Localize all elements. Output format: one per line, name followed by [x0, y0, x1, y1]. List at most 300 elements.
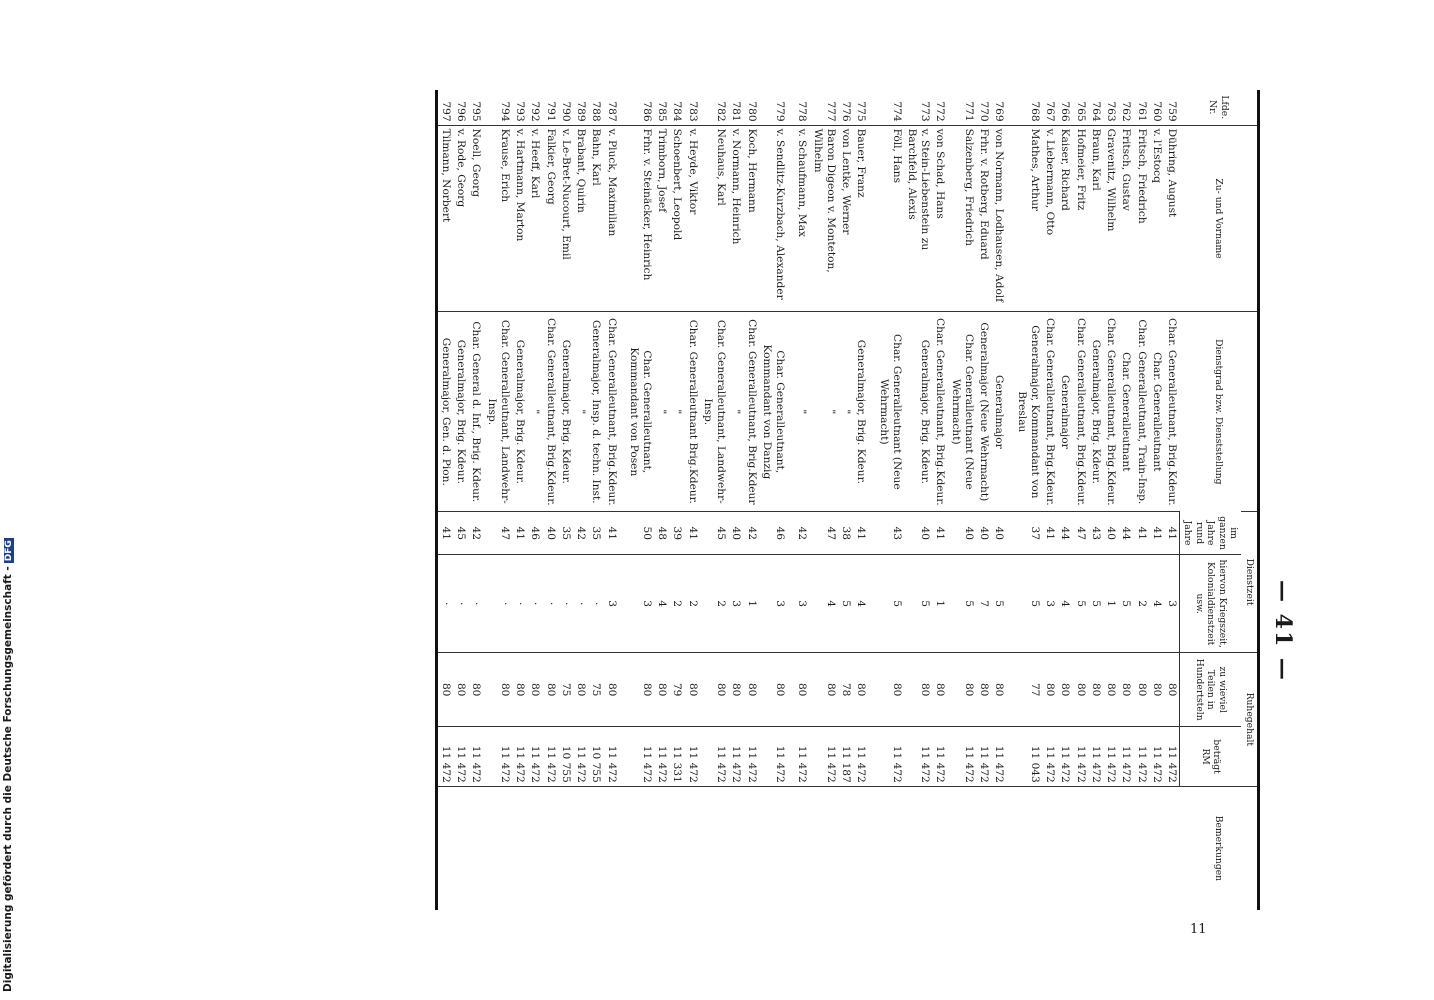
table-row — [728, 90, 743, 910]
row-service-war: 3 — [759, 555, 787, 653]
row-service-war: 4 — [1057, 555, 1072, 653]
table-row — [588, 90, 603, 910]
row-service-total: 40 — [991, 512, 1006, 555]
row-rank: " — [654, 312, 669, 512]
header-pension-group: Ruhegehalt — [1242, 652, 1259, 786]
spacer-cell — [787, 312, 794, 512]
row-amount: 11 472 — [468, 727, 483, 786]
row-service-war: 4 — [809, 555, 837, 653]
row-number: 787 — [605, 101, 618, 122]
row-percent: 80 — [759, 652, 787, 726]
row-name: Fritsch, Gustav — [1118, 125, 1133, 312]
table-row — [453, 90, 468, 910]
row-number: 797 — [436, 90, 453, 125]
row-number: 792 — [529, 101, 542, 122]
spacer-cell — [619, 90, 626, 125]
row-percent: 80 — [904, 652, 932, 726]
row-name: v. Liebermann, Otto — [1042, 125, 1057, 312]
row-rank: Char. Generalleutnant, Landwehr-Insp. — [483, 312, 511, 512]
row-number: 778 — [796, 101, 809, 122]
row-remarks — [947, 786, 975, 910]
row-service-total: 41 — [436, 512, 453, 555]
row-remarks — [436, 786, 453, 910]
row-service-total: 43 — [1088, 512, 1103, 555]
row-rank: Char. Generalleutnant, Brig.Kdeur. — [542, 312, 557, 512]
row-amount: 11 472 — [932, 727, 947, 786]
row-name: v. l'Estocq — [1149, 125, 1164, 312]
row-service-total: 45 — [700, 512, 728, 555]
row-remarks — [483, 786, 511, 910]
row-amount: 11 043 — [1013, 727, 1041, 786]
row-service-total: 41 — [1164, 512, 1180, 555]
table-row — [669, 90, 684, 910]
row-service-total: 46 — [527, 512, 542, 555]
header-remarks: Bemerkungen — [1180, 786, 1259, 910]
row-service-total: 41 — [932, 512, 947, 555]
row-amount: 11 472 — [1057, 727, 1072, 786]
row-service-war: 3 — [1042, 555, 1057, 653]
row-name: Baron Digeon v. Monteton, Wilhelm — [809, 125, 837, 312]
row-percent: 75 — [588, 652, 603, 726]
row-number: 794 — [498, 101, 511, 122]
row-percent: 75 — [558, 652, 573, 726]
row-amount: 11 472 — [453, 727, 468, 786]
row-number: 768 — [1028, 101, 1041, 122]
row-spacer — [787, 90, 794, 910]
row-number: 767 — [1044, 101, 1057, 122]
row-number: 789 — [575, 101, 588, 122]
row-service-war: 5 — [1013, 555, 1041, 653]
spacer-cell — [619, 786, 626, 910]
row-remarks — [743, 786, 758, 910]
row-rank: " — [838, 312, 853, 512]
row-number: 775 — [855, 101, 868, 122]
row-service-total: 44 — [1057, 512, 1072, 555]
row-percent: 78 — [838, 652, 853, 726]
row-percent: 80 — [603, 652, 618, 726]
row-percent: 80 — [1088, 652, 1103, 726]
row-service-war: 7 — [976, 555, 991, 653]
row-rank: " — [669, 312, 684, 512]
row-service-war: 1 — [932, 555, 947, 653]
spacer-cell — [868, 90, 875, 125]
row-service-total: 40 — [976, 512, 991, 555]
page-number: — 41 — — [1270, 580, 1296, 682]
row-name: Kaiser, Richard — [1057, 125, 1072, 312]
row-percent: 79 — [669, 652, 684, 726]
row-amount: 11 472 — [1118, 727, 1133, 786]
row-amount: 11 472 — [904, 727, 932, 786]
row-amount: 11 472 — [875, 727, 903, 786]
row-percent: 80 — [794, 652, 809, 726]
row-service-total: 48 — [654, 512, 669, 555]
row-remarks — [685, 786, 700, 910]
row-number: 764 — [1089, 101, 1102, 122]
table-header — [1180, 90, 1259, 910]
row-number: 782 — [715, 101, 728, 122]
row-rank: Generalmajor, Brig. Kdeur. — [1088, 312, 1103, 512]
row-remarks — [654, 786, 669, 910]
row-remarks — [512, 786, 527, 910]
row-service-war: · — [512, 555, 527, 653]
table-row — [1103, 90, 1118, 910]
row-service-total: 43 — [875, 512, 903, 555]
row-name: v. Stein-Liebenstein zu Barchfeld, Alexis — [904, 125, 932, 312]
row-service-total: 47 — [1072, 512, 1087, 555]
row-amount: 11 472 — [1072, 727, 1087, 786]
row-rank: Char. Generalleutnant, Brig.Kdeur. — [932, 312, 947, 512]
row-remarks — [904, 786, 932, 910]
header-years: Jahre rund Jahre — [1182, 520, 1217, 546]
spacer-cell — [619, 125, 626, 312]
table-row — [991, 90, 1006, 910]
row-rank: Generalmajor (Neue Wehrmacht) — [976, 312, 991, 512]
table-row — [1042, 90, 1057, 910]
row-service-war: 4 — [853, 555, 868, 653]
row-number: 779 — [774, 101, 787, 122]
row-rank: Char. Generalleutnant, Brig.Kdeur. — [1072, 312, 1087, 512]
row-percent: 80 — [1103, 652, 1118, 726]
table-body — [436, 90, 1179, 910]
row-number: 795 — [470, 101, 483, 122]
table-row — [976, 90, 991, 910]
row-remarks — [468, 786, 483, 910]
row-amount: 11 187 — [838, 727, 853, 786]
row-name: Mathes, Arthur — [1013, 125, 1041, 312]
row-name: Koch, Hermann — [743, 125, 758, 312]
row-percent: 80 — [542, 652, 557, 726]
spacer-cell — [1006, 786, 1013, 910]
table-row — [794, 90, 809, 910]
row-rank: Generalmajor, Brig. Kdeur. — [558, 312, 573, 512]
dfg-logo: DFG — [4, 540, 14, 562]
header-total: im ganzen Jahre rund Jahre — [1180, 512, 1242, 555]
row-rank: " — [573, 312, 588, 512]
row-service-war: 3 — [1164, 555, 1180, 653]
row-amount: 10 755 — [558, 727, 573, 786]
row-name: Trimborn, Josef — [654, 125, 669, 312]
table-row — [626, 90, 654, 910]
row-amount: 11 472 — [527, 727, 542, 786]
row-service-war: 4 — [1149, 555, 1164, 653]
row-rank: " — [728, 312, 743, 512]
row-rank: Char. Generalleutnant, Kommandant von Danzig — [759, 312, 787, 512]
row-amount: 11 472 — [626, 727, 654, 786]
row-service-total: 41 — [603, 512, 618, 555]
row-amount: 11 472 — [1042, 727, 1057, 786]
row-number: 765 — [1074, 101, 1087, 122]
row-amount: 11 472 — [991, 727, 1006, 786]
row-number: 777 — [824, 101, 837, 122]
row-service-war: 5 — [904, 555, 932, 653]
row-name: v. Normann, Heinrich — [728, 125, 743, 312]
row-amount: 11 472 — [603, 727, 618, 786]
row-remarks — [991, 786, 1006, 910]
row-name: Gravenitz, Wilhelm — [1103, 125, 1118, 312]
row-rank: Char. Generalleutnant (Neue Wehrmacht) — [875, 312, 903, 512]
row-rank: Char. Generalleutnant Brig.Kdeur. — [685, 312, 700, 512]
row-amount: 10 755 — [588, 727, 603, 786]
table-row — [468, 90, 483, 910]
spacer-cell — [1006, 512, 1013, 555]
footer-number: 11 — [1190, 922, 1207, 937]
row-name: Tilmann, Norbert — [436, 125, 453, 312]
row-rank: Generalmajor, Brig. Kdeur. — [512, 312, 527, 512]
row-remarks — [1057, 786, 1072, 910]
row-service-war: · — [453, 555, 468, 653]
table-row — [1013, 90, 1041, 910]
row-rank: Char. Generalleutnant — [1118, 312, 1133, 512]
table-row — [875, 90, 903, 910]
row-amount: 11 472 — [853, 727, 868, 786]
table-row — [932, 90, 947, 910]
spacer-cell — [868, 512, 875, 555]
row-number: 772 — [934, 101, 947, 122]
row-service-total: 47 — [483, 512, 511, 555]
row-remarks — [603, 786, 618, 910]
row-amount: 11 472 — [976, 727, 991, 786]
row-name: v. Heyde, Viktor — [685, 125, 700, 312]
row-name: Bauer, Franz — [853, 125, 868, 312]
row-rank: Char. Generalleutnant, Landwehr-Insp. — [700, 312, 728, 512]
row-number: 770 — [978, 101, 991, 122]
row-name: Frhr. v. Steinäcker, Heinrich — [626, 125, 654, 312]
row-service-total: 40 — [1103, 512, 1118, 555]
row-service-war: 2 — [685, 555, 700, 653]
row-service-war: 5 — [838, 555, 853, 653]
row-service-total: 42 — [794, 512, 809, 555]
row-percent: 80 — [976, 652, 991, 726]
row-percent: 80 — [654, 652, 669, 726]
row-percent: 80 — [1149, 652, 1164, 726]
spacer-cell — [868, 786, 875, 910]
row-name: Braun, Karl — [1088, 125, 1103, 312]
row-service-total: 35 — [558, 512, 573, 555]
row-remarks — [809, 786, 837, 910]
header-service-group: Dienstzeit — [1242, 512, 1259, 653]
row-percent: 80 — [483, 652, 511, 726]
row-service-war: 1 — [1103, 555, 1118, 653]
row-name: Noell, Georg — [468, 125, 483, 312]
table-row — [904, 90, 932, 910]
row-rank: Char. General d. Inf., Brig. Kdeur. — [468, 312, 483, 512]
row-remarks — [875, 786, 903, 910]
row-name: Falkier, Georg — [542, 125, 557, 312]
row-remarks — [853, 786, 868, 910]
row-service-war: 5 — [991, 555, 1006, 653]
spacer-cell — [868, 727, 875, 786]
spacer-cell — [787, 555, 794, 653]
table-row — [558, 90, 573, 910]
row-percent: 80 — [932, 652, 947, 726]
row-remarks — [1118, 786, 1133, 910]
row-rank: " — [527, 312, 542, 512]
row-amount: 11 331 — [669, 727, 684, 786]
row-rank: " — [794, 312, 809, 512]
row-name: von Normann, Lodhausen, Adolf — [991, 125, 1006, 312]
header-name: Zu- und Vorname — [1180, 125, 1259, 312]
row-amount: 11 472 — [794, 727, 809, 786]
row-percent: 80 — [573, 652, 588, 726]
table-row — [1072, 90, 1087, 910]
spacer-cell — [787, 727, 794, 786]
row-number: 780 — [745, 101, 758, 122]
row-number: 790 — [559, 101, 572, 122]
row-remarks — [1088, 786, 1103, 910]
row-service-total: 40 — [947, 512, 975, 555]
header-percent: zu wieviel Teilen in Hundertsteln — [1180, 652, 1242, 726]
row-name: v. Sendlitz-Kurzbach, Alexander — [759, 125, 787, 312]
row-name: von Schad, Hans — [932, 125, 947, 312]
row-name: Bahn, Karl — [588, 125, 603, 312]
row-amount: 11 472 — [436, 727, 453, 786]
row-remarks — [932, 786, 947, 910]
row-percent: 80 — [453, 652, 468, 726]
table-row — [700, 90, 728, 910]
row-remarks — [1042, 786, 1057, 910]
row-rank: Char. Generalleutnant, Brig.Kdeur. — [1164, 312, 1180, 512]
row-amount: 11 472 — [542, 727, 557, 786]
row-name: Brabant, Quirin — [573, 125, 588, 312]
row-amount: 11 472 — [1088, 727, 1103, 786]
row-percent: 80 — [436, 652, 453, 726]
row-rank: Char. Generalleutnant, Train-Insp. — [1133, 312, 1148, 512]
row-service-total: 47 — [809, 512, 837, 555]
row-amount: 11 472 — [1164, 727, 1180, 786]
row-spacer — [619, 90, 626, 910]
row-name: Dühring, August — [1164, 125, 1180, 312]
spacer-cell — [1006, 125, 1013, 312]
row-service-war: · — [558, 555, 573, 653]
table-row — [809, 90, 837, 910]
row-name: v. Rode, Georg — [453, 125, 468, 312]
row-number: 788 — [590, 101, 603, 122]
row-service-total: 46 — [759, 512, 787, 555]
row-rank: " — [809, 312, 837, 512]
table-row — [527, 90, 542, 910]
row-amount: 11 472 — [573, 727, 588, 786]
spacer-cell — [787, 90, 794, 125]
row-service-war: 1 — [743, 555, 758, 653]
spacer-cell — [1006, 555, 1013, 653]
row-remarks — [1164, 786, 1180, 910]
row-service-total: 41 — [1133, 512, 1148, 555]
row-service-war: 2 — [700, 555, 728, 653]
row-rank: Char. Generalleutnant, Brig.Kdeur — [743, 312, 758, 512]
row-remarks — [453, 786, 468, 910]
row-rank: Generalmajor, Insp. d. techn. Inst. — [588, 312, 603, 512]
row-amount: 11 472 — [728, 727, 743, 786]
row-amount: 11 472 — [1103, 727, 1118, 786]
row-number: 796 — [455, 101, 468, 122]
spacer-cell — [619, 512, 626, 555]
table-row — [1149, 90, 1164, 910]
row-name: v. Pluck, Maximilian — [603, 125, 618, 312]
row-number: 793 — [514, 101, 527, 122]
row-amount: 11 472 — [1133, 727, 1148, 786]
table-row — [1133, 90, 1148, 910]
row-percent: 80 — [1042, 652, 1057, 726]
row-name: Föll, Hans — [875, 125, 903, 312]
row-service-total: 41 — [512, 512, 527, 555]
row-rank: Char. Generalleutnant (Neue Wehrmacht) — [947, 312, 975, 512]
row-percent: 80 — [626, 652, 654, 726]
row-amount: 11 472 — [809, 727, 837, 786]
row-remarks — [626, 786, 654, 910]
row-service-total: 42 — [573, 512, 588, 555]
row-percent: 80 — [1072, 652, 1087, 726]
spacer-cell — [868, 125, 875, 312]
row-number: 773 — [919, 101, 932, 122]
row-percent: 80 — [512, 652, 527, 726]
row-rank: Generalmajor, Gen. d. Pion. — [436, 312, 453, 512]
row-percent: 80 — [991, 652, 1006, 726]
row-name: Neuhaus, Karl — [700, 125, 728, 312]
row-service-war: 2 — [1133, 555, 1148, 653]
row-percent: 80 — [527, 652, 542, 726]
row-number: 762 — [1120, 101, 1133, 122]
row-number: 763 — [1105, 101, 1118, 122]
table-row — [685, 90, 700, 910]
row-service-war: · — [588, 555, 603, 653]
row-service-total: 37 — [1013, 512, 1041, 555]
row-service-war: 5 — [1072, 555, 1087, 653]
row-name: Frhr. v. Rotberg, Eduard — [976, 125, 991, 312]
spacer-cell — [868, 652, 875, 726]
row-service-total: 41 — [1042, 512, 1057, 555]
row-service-total: 42 — [743, 512, 758, 555]
row-rank: Generalmajor — [1057, 312, 1072, 512]
table-row — [542, 90, 557, 910]
row-percent: 80 — [809, 652, 837, 726]
row-name: Krause, Erich — [483, 125, 511, 312]
table-row — [838, 90, 853, 910]
row-name: v. Schaufmann, Max — [794, 125, 809, 312]
row-remarks — [759, 786, 787, 910]
row-spacer — [1006, 90, 1013, 910]
table-row — [436, 90, 453, 910]
row-service-war: 3 — [794, 555, 809, 653]
spacer-cell — [868, 312, 875, 512]
row-remarks — [838, 786, 853, 910]
row-remarks — [542, 786, 557, 910]
table-row — [654, 90, 669, 910]
row-service-war: · — [573, 555, 588, 653]
header-currency: RM — [1199, 748, 1211, 765]
spacer-cell — [1006, 652, 1013, 726]
row-remarks — [1072, 786, 1087, 910]
row-remarks — [976, 786, 991, 910]
spacer-cell — [787, 652, 794, 726]
row-service-war: 5 — [875, 555, 903, 653]
row-name: Fritsch, Friedrich — [1133, 125, 1148, 312]
row-number: 760 — [1150, 101, 1163, 122]
row-percent: 80 — [947, 652, 975, 726]
row-percent: 77 — [1013, 652, 1041, 726]
spacer-cell — [787, 512, 794, 555]
row-amount: 11 472 — [685, 727, 700, 786]
row-amount: 11 472 — [743, 727, 758, 786]
row-number: 791 — [544, 101, 557, 122]
row-amount: 11 472 — [759, 727, 787, 786]
header-rank: Dienstgrad bzw. Dienststellung — [1180, 312, 1259, 512]
row-remarks — [1149, 786, 1164, 910]
row-service-war: 3 — [626, 555, 654, 653]
row-service-total: 45 — [453, 512, 468, 555]
row-number: 769 — [993, 101, 1006, 122]
row-service-war: · — [436, 555, 453, 653]
row-number: 786 — [641, 101, 654, 122]
